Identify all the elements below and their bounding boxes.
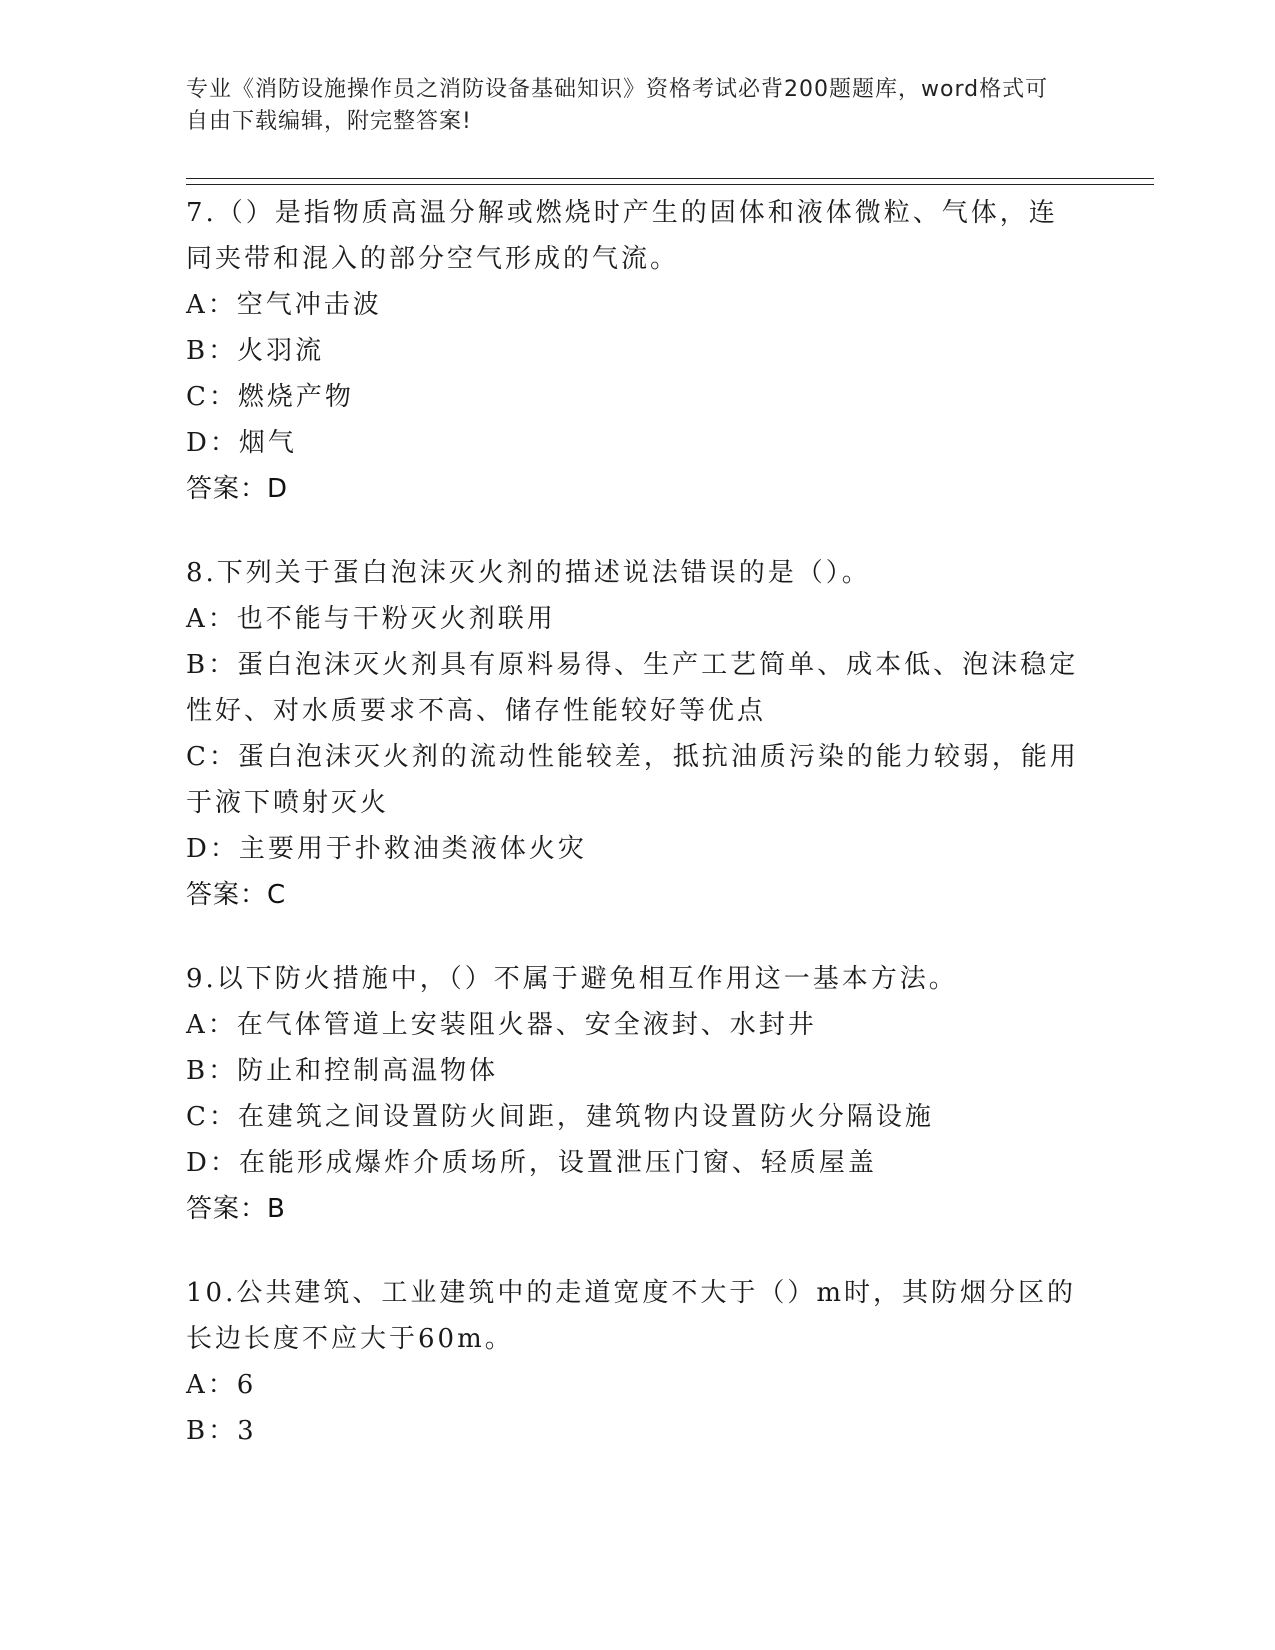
answer: 答案：D bbox=[186, 474, 289, 504]
answer: 答案：B bbox=[186, 1194, 286, 1224]
question-9 bbox=[186, 956, 1086, 1232]
question-stem: 9.以下防火措施中，（）不属于避免相互作用这一基本方法。 bbox=[186, 964, 958, 994]
question-7 bbox=[186, 190, 1086, 512]
question-10 bbox=[186, 1270, 1086, 1454]
option-d: D：主要用于扑救油类液体火灾 bbox=[186, 834, 587, 864]
option-b: B：蛋白泡沫灭火剂具有原料易得、生产工艺简单、成本低、泡沫稳定性好、对水质要求不高、储存性能较好等优点 bbox=[186, 650, 1079, 726]
question-list bbox=[186, 190, 1086, 1492]
option-b: B：3 bbox=[186, 1416, 257, 1446]
option-d: D：在能形成爆炸介质场所，设置泄压门窗、轻质屋盖 bbox=[186, 1148, 877, 1178]
option-d: D：烟气 bbox=[186, 428, 297, 458]
header-rule-top bbox=[186, 178, 1154, 179]
option-a: A：空气冲击波 bbox=[186, 290, 382, 320]
option-b: B：火羽流 bbox=[186, 336, 325, 366]
question-stem: 10.公共建筑、工业建筑中的走道宽度不大于（）m时，其防烟分区的长边长度不应大于60m。 bbox=[186, 1278, 1077, 1354]
option-a: A：6 bbox=[186, 1370, 257, 1400]
question-stem: 7.（）是指物质高温分解或燃烧时产生的固体和液体微粒、气体，连同夹带和混入的部分空气形成的气流。 bbox=[186, 198, 1058, 274]
question-8 bbox=[186, 550, 1086, 918]
question-stem: 8.下列关于蛋白泡沫灭火剂的描述说法错误的是（）。 bbox=[186, 558, 871, 588]
option-b: B：防止和控制高温物体 bbox=[186, 1056, 499, 1086]
document-header: 专业《消防设施操作员之消防设备基础知识》资格考试必背200题题库，word格式可自由下载编辑，附完整答案! bbox=[186, 77, 1049, 134]
option-a: A：也不能与干粉灭火剂联用 bbox=[186, 604, 556, 634]
option-c: C：蛋白泡沫灭火剂的流动性能较差，抵抗油质污染的能力较弱，能用于液下喷射灭火 bbox=[186, 742, 1079, 818]
answer: 答案：C bbox=[186, 880, 287, 910]
option-c: C：在建筑之间设置防火间距，建筑物内设置防火分隔设施 bbox=[186, 1102, 934, 1132]
header-rule-bottom bbox=[186, 184, 1154, 185]
option-a: A：在气体管道上安装阻火器、安全液封、水封井 bbox=[186, 1010, 817, 1040]
option-c: C：燃烧产物 bbox=[186, 382, 354, 412]
